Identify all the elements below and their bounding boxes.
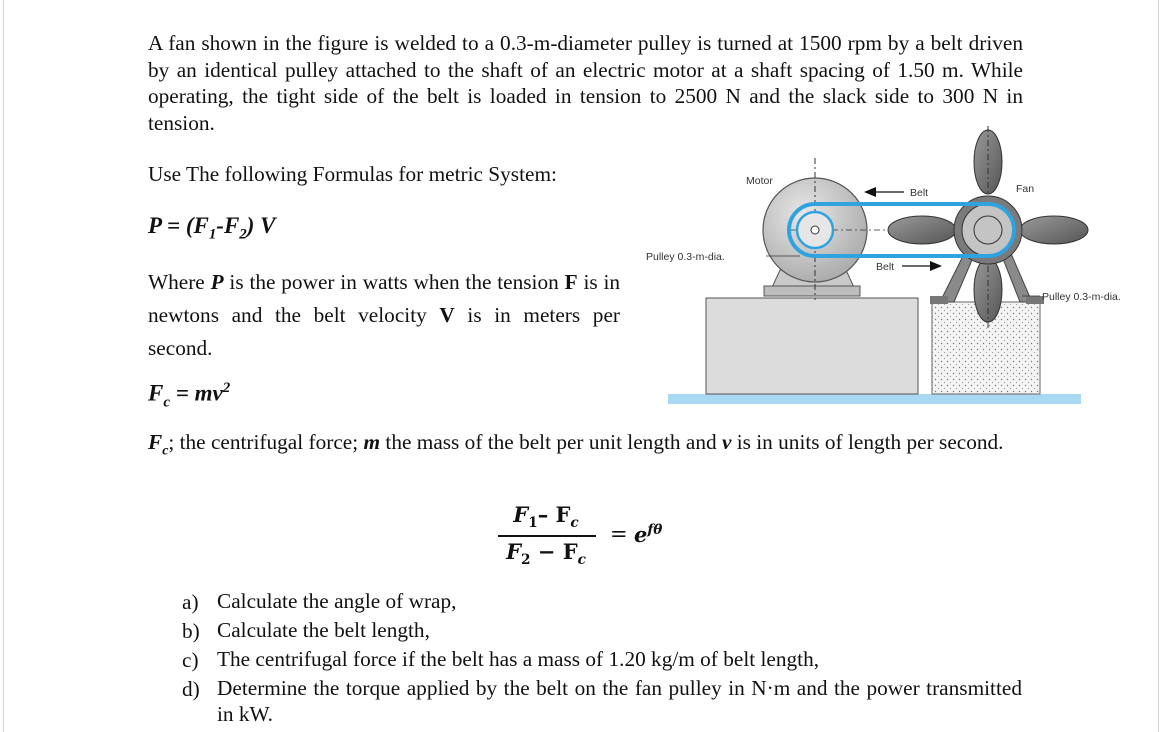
belt-label-top: Belt	[910, 187, 929, 199]
fan-blade-right	[1020, 216, 1088, 244]
fan-blade-left	[888, 216, 956, 244]
fan-motor-diagram	[640, 120, 1155, 408]
formula-heading: Use The following Formulas for metric System:	[148, 162, 557, 186]
arrowhead-right	[930, 261, 942, 271]
fraction-bar	[498, 535, 596, 537]
belt-label-bottom: Belt	[876, 261, 895, 273]
ground	[668, 394, 1081, 404]
arrowhead-left	[864, 187, 876, 197]
motor-base-block	[706, 298, 918, 394]
belt-tension-equation	[498, 502, 596, 568]
question-list	[182, 588, 1022, 727]
fraction-numerator: $F_1-$ $F_c$	[513, 502, 579, 532]
fraction-denominator: $F_2 - F_c$	[506, 539, 586, 569]
problem-intro: A fan shown in the figure is welded to a 0.3-m-diameter pulley is turned at 1500 rpm by a belt driven by an identical pulley attached to the shaft of an electric motor at a shaft spacing of 1.50 m. While operating, the tight side of the belt is loaded in tension to 2500 N and the slack side to 300 N in tension.	[148, 31, 1023, 135]
power-formula: $P = (F_1-F_2)$ V	[148, 213, 276, 243]
motor-shaft	[811, 226, 819, 234]
power-explanation: Where P is the power in watts when the tension F is in newtons and the belt velocity V is in meters per second.	[148, 270, 621, 360]
fan-support-foot	[930, 296, 948, 304]
centrifugal-explanation: $F_c$; the centrifugal force; m the mass of the belt per unit length and v is in units of length per second.	[148, 430, 1004, 458]
question-item: c) The centrifugal force if the belt has a mass of 1.20 kg/m of belt length,	[182, 647, 820, 672]
motor-foot	[764, 286, 860, 296]
motor-label: Motor	[746, 175, 773, 187]
question-item: a) Calculate the angle of wrap,	[182, 589, 457, 614]
question-item: b) Calculate the belt length,	[182, 618, 430, 643]
fan-label: Fan	[1016, 183, 1035, 195]
question-item: d) Determine the torque applied by the belt on the fan pulley in N·m and the power transmitted in kW.	[182, 676, 1022, 726]
page-left-border	[3, 0, 4, 732]
exponential-term: $e^{f\theta}$	[634, 522, 663, 547]
pulley-label-right: Pulley 0.3-m-dia.	[1042, 291, 1121, 303]
equals-sign: =	[610, 522, 628, 546]
centrifugal-formula: $F_c = mv^2$	[148, 380, 231, 411]
page-right-border	[1158, 0, 1159, 732]
pulley-label-left: Pulley 0.3-m-dia.	[646, 251, 725, 263]
